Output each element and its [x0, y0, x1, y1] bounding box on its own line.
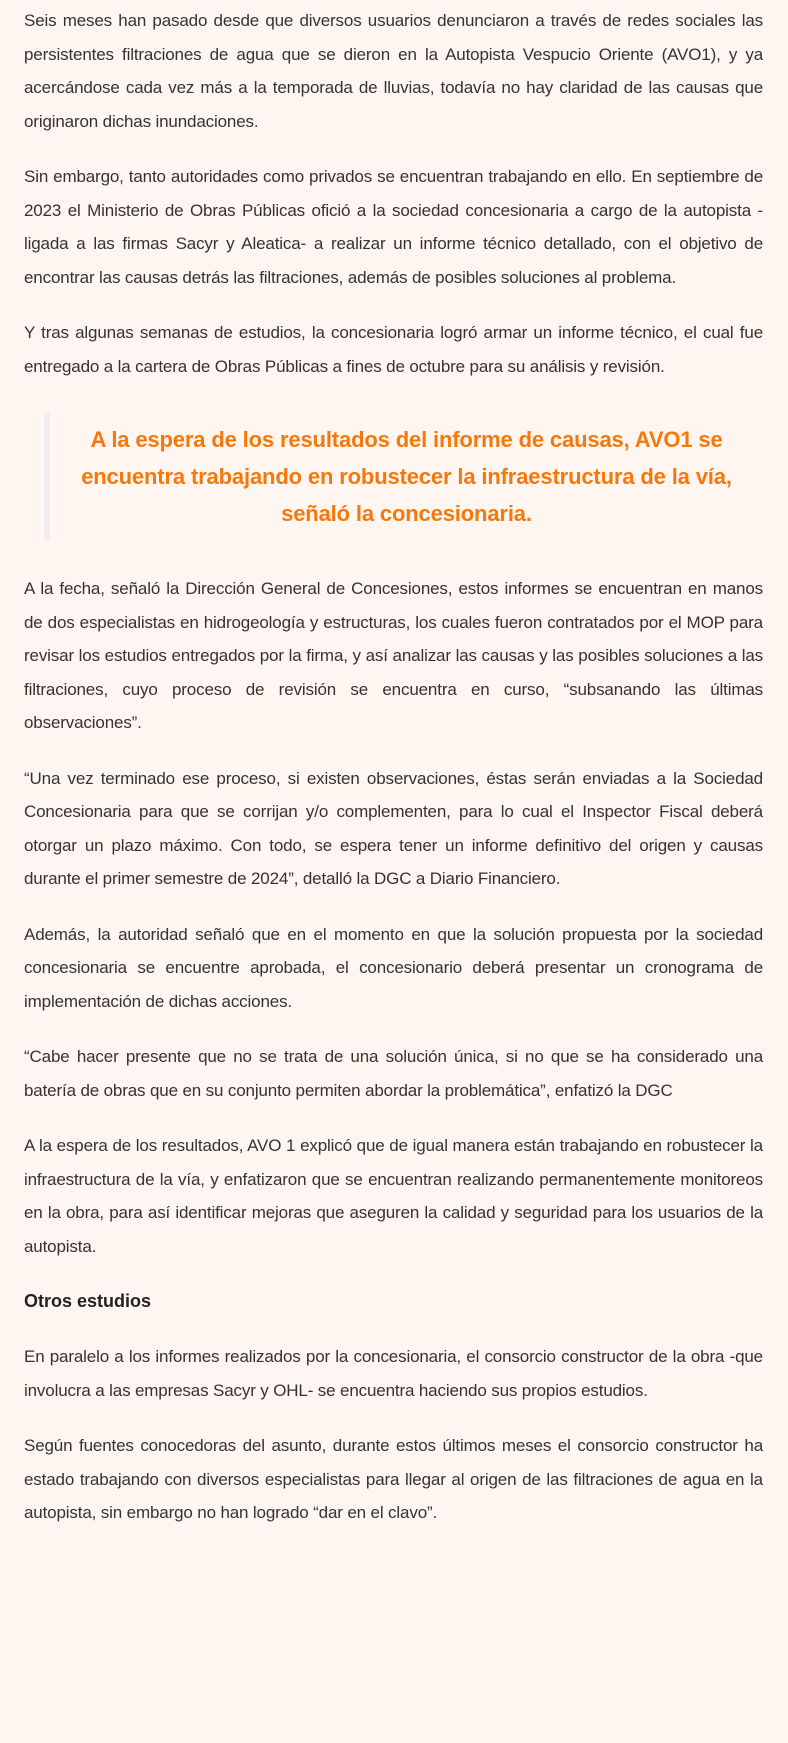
paragraph: Y tras algunas semanas de estudios, la concesionaria logró armar un informe técnico, el cual fue entregado a la cartera de Obras Públicas a fines de octubre para su análisis y revisión. [24, 323, 763, 376]
paragraph: Además, la autoridad señaló que en el momento en que la solución propuesta por la sociedad concesionaria se encuentre aprobada, el concesionario deberá presentar un cronograma de implementación de dichas acciones. [24, 924, 763, 1011]
paragraph: “Cabe hacer presente que no se trata de una solución única, si no que se ha considerado una batería de obras que en su conjunto permiten abordar la problemática”, enfatizó la DGC [24, 1047, 763, 1100]
paragraph: Sin embargo, tanto autoridades como privados se encuentran trabajando en ello. En septiembre de 2023 el Ministerio de Obras Públicas ofició a la sociedad concesionaria a cargo de la autopista -ligada a las firmas Sacyr y Aleatica- a realizar un informe técnico detallado, con el objetivo de encontrar las causas detrás las filtraciones, además de posibles soluciones al problema. [24, 167, 763, 287]
paragraph: Según fuentes conocedoras del asunto, durante estos últimos meses el consorcio constructor ha estado trabajando con diversos especialistas para llegar al origen de las filtraciones de agua en la autopista, sin embargo no han logrado “dar en el clavo”. [24, 1436, 763, 1522]
section-heading: Otros estudios [24, 1291, 152, 1311]
paragraph: Seis meses han pasado desde que diversos usuarios denunciaron a través de redes sociales las persistentes filtraciones de agua que se dieron en la Autopista Vespucio Oriente (AVO1), y ya acercándose cada vez más a la temporada de lluvias, todavía no hay claridad de las causas que originaron dichas inundaciones. [24, 11, 763, 131]
paragraph: En paralelo a los informes realizados por la concesionaria, el consorcio constructor de la obra -que involucra a las empresas Sacyr y OHL- se encuentra haciendo sus propios estudios. [24, 1347, 763, 1400]
paragraph: “Una vez terminado ese proceso, si existen observaciones, éstas serán enviadas a la Sociedad Concesionaria para que se corrijan y/o complementen, para lo cual el Inspector Fiscal deberá otorgar un plazo máximo. Con todo, se espera tener un informe definitivo del origen y causas durante el primer semestre de 2024”, detalló la DGC a Diario Financiero. [24, 768, 763, 888]
pull-quote [44, 413, 763, 540]
paragraph: A la espera de los resultados, AVO 1 explicó que de igual manera están trabajando en robustecer la infraestructura de la vía, y enfatizaron que se encuentran realizando permanentemente monitoreos en la obra, para así identificar mejoras que aseguren la calidad y seguridad para los usuarios de la autopista. [24, 1136, 763, 1256]
paragraph: A la fecha, señaló la Dirección General de Concesiones, estos informes se encuentran en manos de dos especialistas en hidrogeología y estructuras, los cuales fueron contratados por el MOP para revisar los estudios entregados por la firma, y así analizar las causas y las posibles soluciones a las filtraciones, cuyo proceso de revisión se encuentra en curso, “subsanando las últimas observaciones”. [24, 579, 763, 732]
pull-quote-text: A la espera de los resultados del informe de causas, AVO1 se encuentra trabajando en robustecer la infraestructura de la vía, señaló la concesionaria. [81, 427, 732, 526]
